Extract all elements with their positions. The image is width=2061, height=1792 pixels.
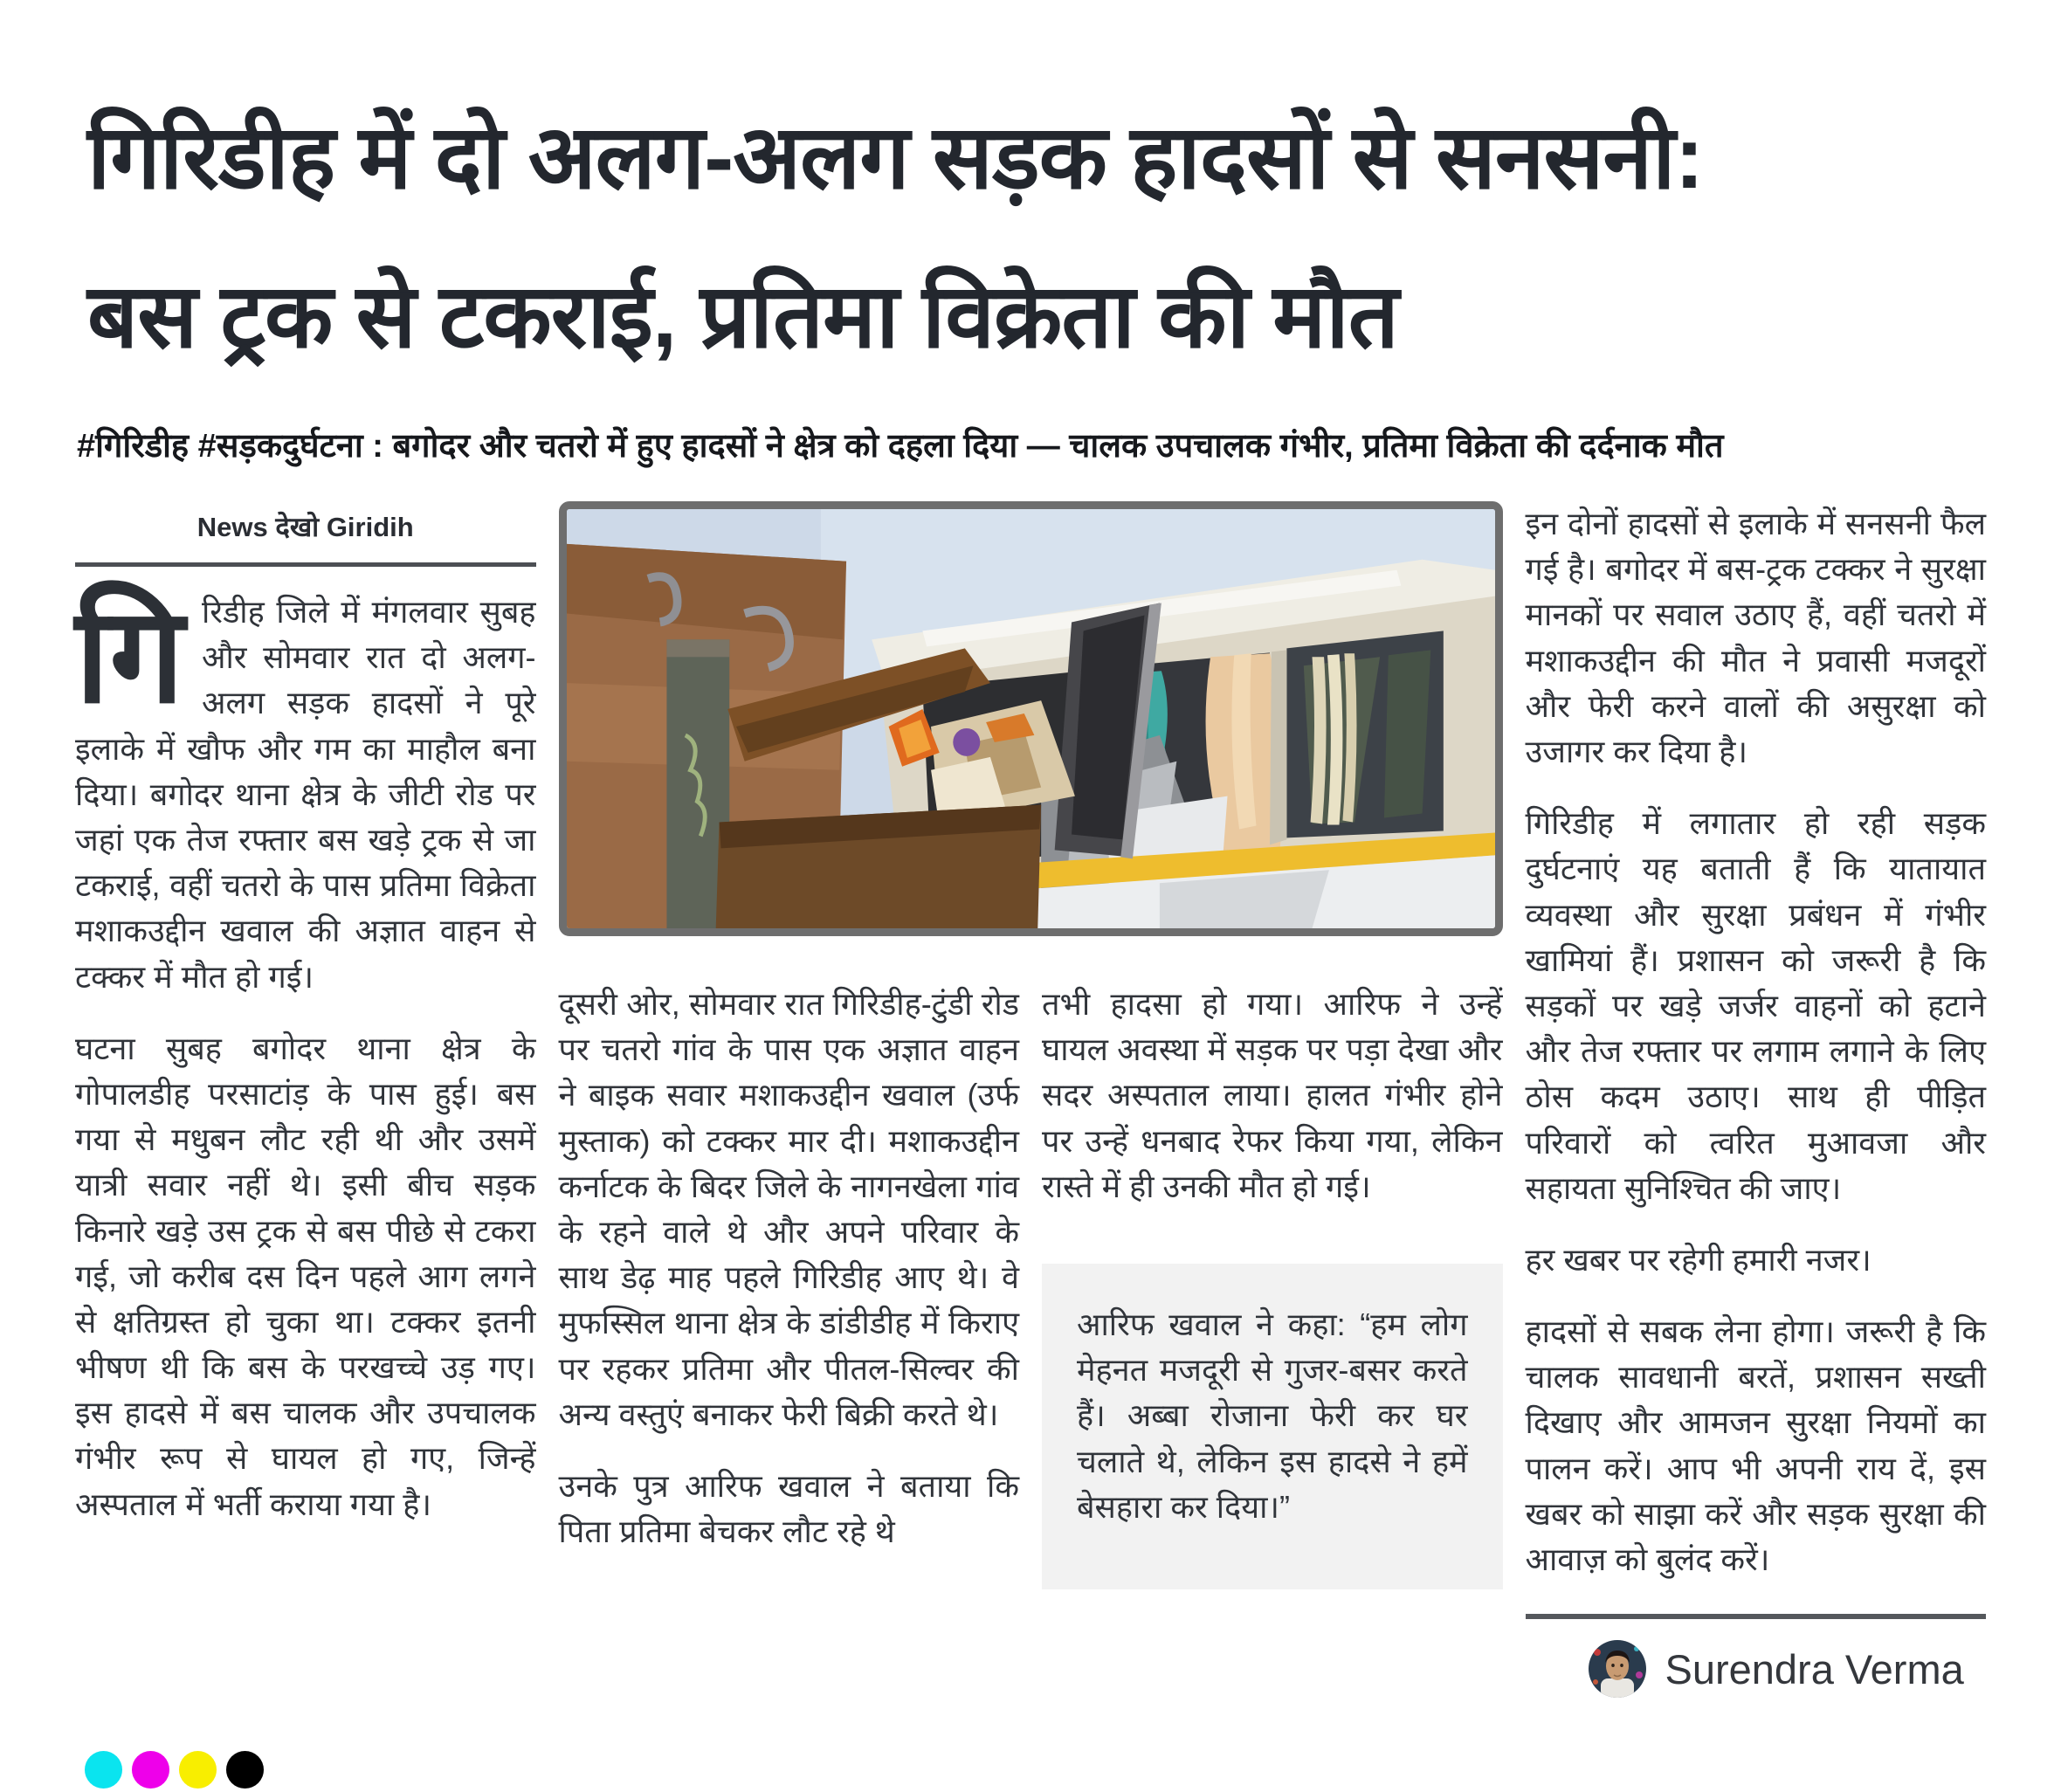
black-dot [226, 1751, 264, 1789]
article-columns [75, 501, 1986, 1698]
byline-divider [75, 562, 536, 567]
author-name: Surendra Verma [1665, 1645, 1964, 1692]
headline-line-2: बस ट्रक से टकराई, प्रतिमा विक्रेता की मौत [87, 265, 1398, 366]
quote-text: आरिफ खवाल ने कहा: “हम लोग मेहनत मजदूरी से गुजर-बसर करते हैं। अब्बा रोजाना फेरी कर घर चलाते थे, लेकिन इस हादसे ने हमें बेसहारा कर दिया।” [1077, 1306, 1468, 1525]
paragraph: तभी हादसा हो गया। आरिफ ने उन्हें घायल अवस्था में सड़क पर पड़ा देखा और सदर अस्पताल लाया। हालत गंभीर होने पर उन्हें धनबाद रेफर किया गया, लेकिन रास्ते में ही उनकी मौत हो गई। [1042, 986, 1503, 1204]
paragraph: गिरिडीह में लगातार हो रही सड़क दुर्घटनाएं यह बताती हैं कि यातायात व्यवस्था और सुरक्षा प्रबंधन में गंभीर खामियां हैं। प्रशासन को जरूरी है कि सड़कों पर खड़े जर्जर वाहनों को हटाने और तेज रफ्तार पर लगाम लगाने के लिए ठोस कदम उठाए। साथ ही पीड़ित परिवारों को त्वरित मुआवजा और सहायता सुनिश्चित की जाए। [1525, 805, 1986, 1206]
column-4 [1526, 501, 1987, 1698]
quote-box [1042, 1264, 1503, 1589]
author-avatar-art [1589, 1640, 1646, 1698]
cmyk-print-marks [85, 1751, 264, 1789]
yellow-dot [179, 1751, 217, 1789]
paragraph: हादसों से सबक लेना होगा। जरूरी है कि चालक सावधानी बरतें, प्रशासन सख्ती दिखाए और आमजन सुरक्षा नियमों का पालन करें। आप भी अपनी राय दें, इस खबर को साझा करें और सड़क सुरक्षा की आवाज़ को बुलंद करें। [1525, 1313, 1986, 1578]
paragraph: दूसरी ओर, सोमवार रात गिरिडीह-टुंडी रोड पर चतरो गांव के पास एक अज्ञात वाहन ने बाइक सवार मशाकउद्दीन खवाल (उर्फ मुस्ताक) को टक्कर मार दी। मशाकउद्दीन कर्नाटक के बिदर जिले के नागनखेला गांव के रहने वाले थे और अपने परिवार के साथ डेढ़ माह पहले गिरिडीह आए थे। वे मुफस्सिल थाना क्षेत्र के डांडीडीह में किराए पर रहकर प्रतिमा और पीतल-सिल्वर की अन्य वस्तुएं बनाकर फेरी बिक्री करते थे। [558, 986, 1019, 1432]
paragraph [75, 582, 536, 1000]
column-3 [1042, 959, 1503, 1589]
paragraph: हर खबर पर रहेगी हमारी नजर। [1525, 1241, 1871, 1278]
magenta-dot [132, 1751, 169, 1789]
paragraph-text: रिडीह जिले में मंगलवार सुबह और सोमवार रात दो अलग-अलग सड़क हादसों ने पूरे इलाके में खौफ और गम का माहौल बना दिया। बगोदर थाना क्षेत्र के जीटी रोड पर जहां एक तेज रफ्तार बस खड़े ट्रक से जा टकराई, वहीं चतरो के पास प्रतिमा विक्रेता मशाकउद्दीन खवाल की अज्ञात वाहन से टक्कर में मौत हो गई। [75, 594, 536, 995]
cyan-dot [85, 1751, 122, 1789]
author-divider [1526, 1614, 1987, 1619]
byline: News देखो Giridih [196, 512, 414, 543]
middle-section [559, 501, 1503, 1698]
author-block [1526, 1614, 1987, 1698]
drop-cap: गि [75, 582, 184, 731]
subheadline: #गिरिडीह #सड़कदुर्घटना : बगोदर और चतरो में हुए हादसों ने क्षेत्र को दहला दिया — चालक उपचालक गंभीर, प्रतिमा विक्रेता की दर्दनाक मौत [77, 428, 1724, 465]
accident-photo [559, 501, 1503, 936]
paragraph: घटना सुबह बगोदर थाना क्षेत्र के गोपालडीह परसाटांड़ के पास हुई। बस गया से मधुबन लौट रही थी और उसमें यात्री सवार नहीं थे। इसी बीच सड़क किनारे खड़े उस ट्रक से बस पीछे से टकरा गई, जो करीब दस दिन पहले आग लगने से क्षतिग्रस्त हो चुका था। टक्कर इतनी भीषण थी कि बस के परखच्चे उड़ गए। इस हादसे में बस चालक और उपचालक गंभीर रूप से घायल हो गए, जिन्हें अस्पताल में भर्ती कराया गया है। [75, 1030, 536, 1522]
author-avatar [1589, 1640, 1646, 1698]
page-title [87, 79, 1977, 396]
headline-line-1: गिरिडीह में दो अलग-अलग सड़क हादसों से सनसनी: [87, 107, 1704, 207]
accident-photo-art [567, 509, 1495, 928]
column-1 [75, 501, 536, 1698]
paragraph: उनके पुत्र आरिफ खवाल ने बताया कि पिता प्रतिमा बेचकर लौट रहे थे [558, 1467, 1019, 1550]
column-2 [559, 959, 1020, 1589]
paragraph: इन दोनों हादसों से इलाके में सनसनी फैल गई है। बगोदर में बस-ट्रक टक्कर ने सुरक्षा मानकों पर सवाल उठाए हैं, वहीं चतरो में मशाकउद्दीन की मौत ने प्रवासी मजदूरों और फेरी करने वालों की असुरक्षा को उजागर कर दिया है। [1525, 506, 1986, 770]
